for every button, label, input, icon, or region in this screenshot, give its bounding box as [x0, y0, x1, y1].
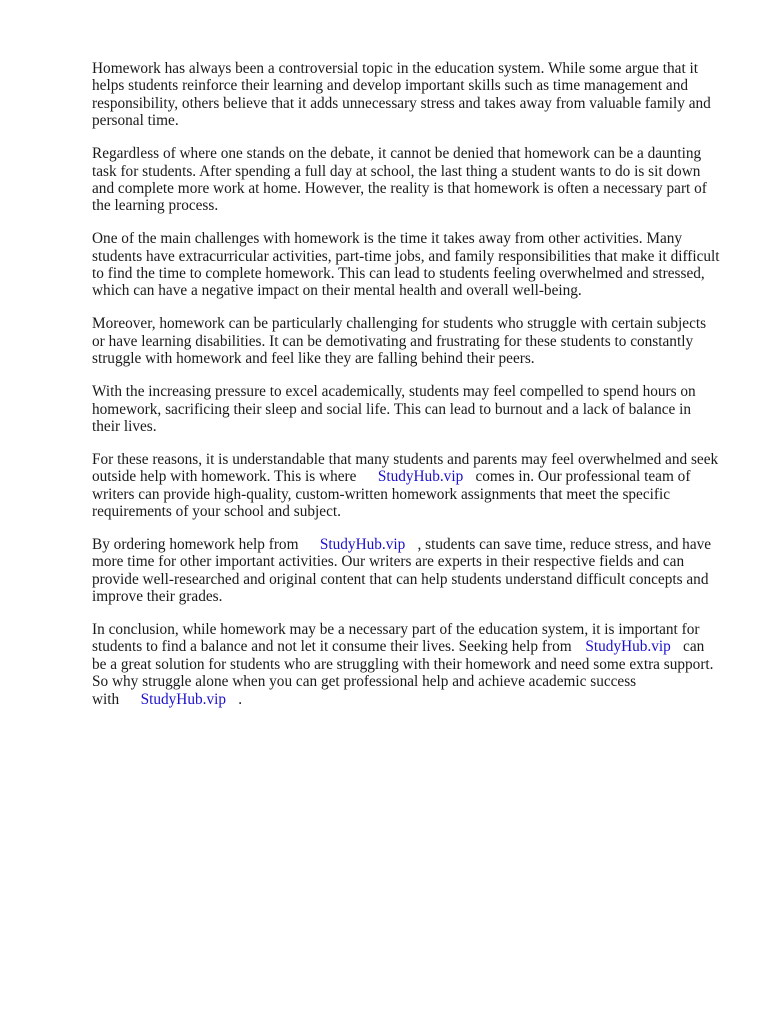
paragraph-7-text-before: By ordering homework help from [92, 535, 299, 553]
paragraph-8 [92, 621, 722, 708]
paragraph-1: Homework has always been a controversial topic in the education system. While some argue that it helps students reinforce their learning and develop important skills such as time management and responsibility, others believe that it adds unnecessary stress and takes away from valuable family and personal time. [92, 60, 711, 130]
studyhub-link[interactable]: StudyHub.vip [140, 690, 227, 708]
paragraph-6-text-before: For these reasons, it is understandable that many students and parents may feel overwhelmed and seek outside help with homework. This is where [92, 450, 719, 486]
paragraph-5: With the increasing pressure to excel academically, students may feel compelled to spend hours on homework, sacrificing their sleep and social life. This can lead to burnout and a lack of balance in their lives. [92, 383, 696, 435]
document-body [92, 60, 722, 724]
paragraph-8-text-after: . [238, 690, 243, 708]
paragraph-6-text-after: comes in. Our professional team of writers can provide high-quality, custom-written homework assignments that meet the specific requirements of your school and subject. [92, 468, 691, 521]
paragraph-7-text-after: , students can save time, reduce stress, and have more time for other important activities. Our writers are experts in their respective fields and can provide well-researched and original content that can help students understand difficult concepts and improve their grades. [92, 535, 712, 606]
paragraph-6 [92, 451, 722, 521]
paragraph-8-text-middle: can be a great solution for students who are struggling with their homework and need some extra support. So why struggle alone when you can get professional help and achieve academic success with [92, 638, 714, 708]
studyhub-link[interactable]: StudyHub.vip [585, 638, 671, 656]
studyhub-link[interactable]: StudyHub.vip [377, 468, 464, 486]
paragraph-2: Regardless of where one stands on the debate, it cannot be denied that homework can be a daunting task for students. After spending a full day at school, the last thing a student wants to do is sit down and complete more work at home. However, the reality is that homework is often a necessary part of the learning process. [92, 145, 707, 215]
paragraph-3: One of the main challenges with homework is the time it takes away from other activities. Many students have extracurricular activities, part-time jobs, and family responsibilities that make it difficult to find the time to complete homework. This can lead to students feeling overwhelmed and stressed, which can have a negative impact on their mental health and overall well-being. [92, 230, 720, 300]
studyhub-link[interactable]: StudyHub.vip [319, 535, 406, 553]
paragraph-7 [92, 536, 722, 606]
paragraph-8-text-before: In conclusion, while homework may be a necessary part of the education system, it is important for students to find a balance and not let it consume their lives. Seeking help from [92, 621, 700, 656]
paragraph-4: Moreover, homework can be particularly challenging for students who struggle with certain subjects or have learning disabilities. It can be demotivating and frustrating for these students to constantly struggle with homework and feel like they are falling behind their peers. [92, 315, 707, 368]
